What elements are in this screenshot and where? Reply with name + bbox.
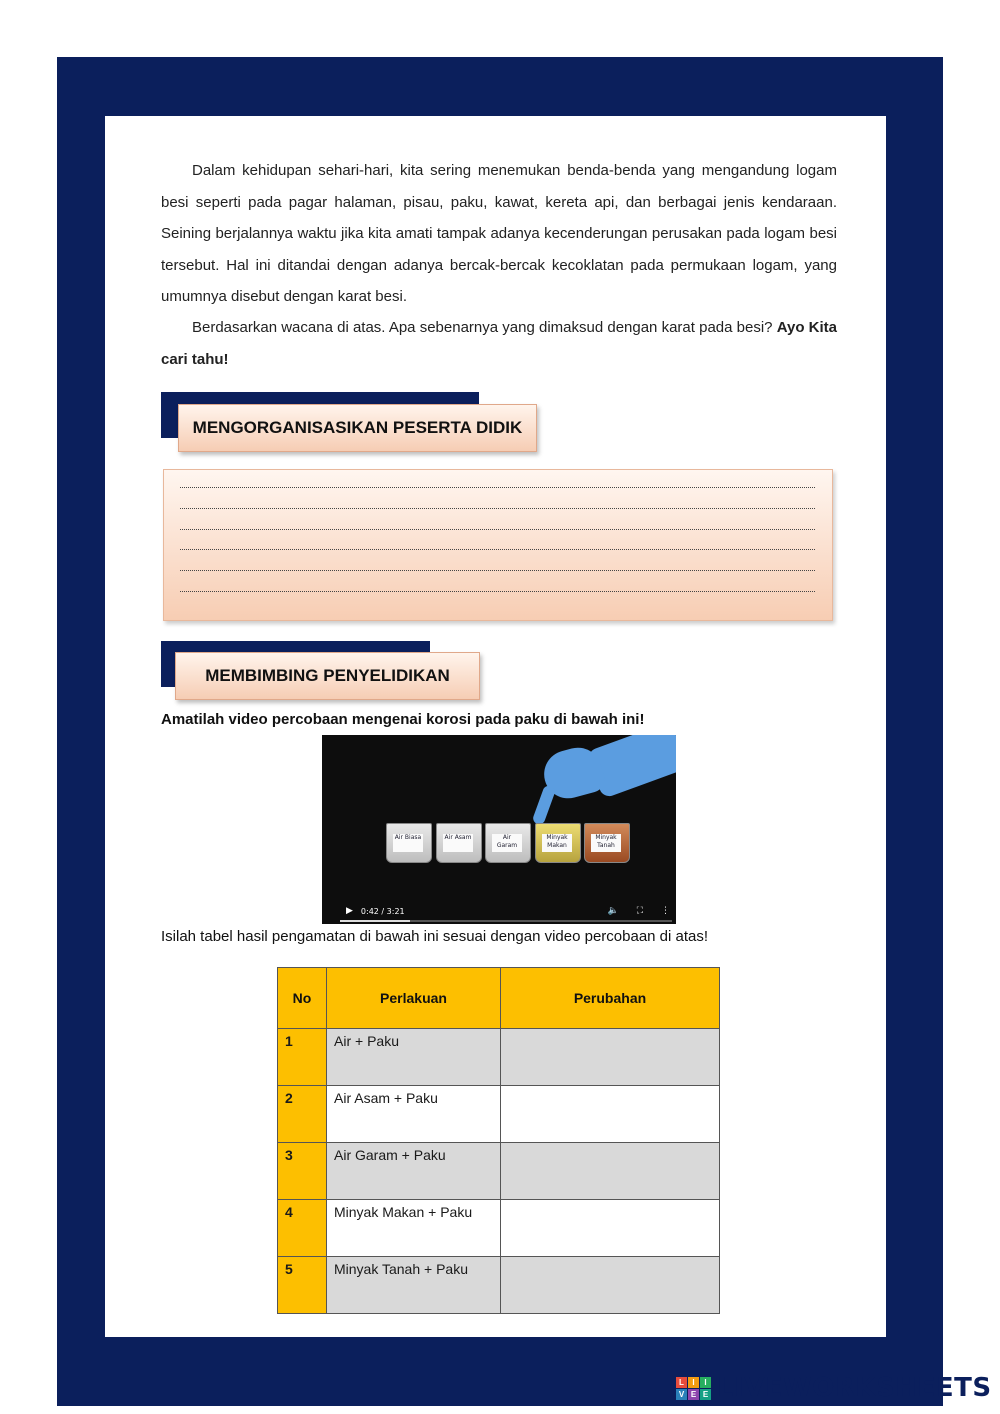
section-title: MENGORGANISASIKAN PESERTA DIDIK	[178, 404, 537, 452]
row-number: 5	[278, 1257, 327, 1314]
cup: Air Asam	[436, 823, 482, 863]
answer-line[interactable]	[180, 529, 815, 530]
cup: Air Garam	[485, 823, 531, 863]
row-change-input[interactable]	[501, 1143, 720, 1200]
table-row	[278, 1086, 720, 1143]
row-change-input[interactable]	[501, 1257, 720, 1314]
answer-line[interactable]	[180, 549, 815, 550]
question-paragraph: Berdasarkan wacana di atas. Apa sebenarnya yang dimaksud dengan karat pada besi? Ayo Kita cari tahu!	[161, 319, 837, 368]
header-no: No	[278, 968, 327, 1029]
intro-paragraph: Dalam kehidupan sehari-hari, kita sering menemukan benda-benda yang mengandung logam besi seperti pada pagar halaman, pisau, paku, kawat, kereta api, dan berbagai jenis kendaraan. Seining berjalannya waktu jika kita amati tampak adanya kecenderungan perusakan pada logam besi tersebut. Hal ini ditandai dengan adanya bercak-bercak kecoklatan pada permukaan logam, yang umumnya disebut dengan karat besi.	[161, 162, 837, 305]
row-treatment: Air Asam + Paku	[327, 1086, 501, 1143]
logo-letter: E	[700, 1389, 711, 1400]
fullscreen-icon[interactable]: ⛶	[636, 906, 643, 916]
cup: Air Biasa	[386, 823, 432, 863]
cup: Minyak Tanah	[584, 823, 630, 863]
header-change: Perubahan	[501, 968, 720, 1029]
answer-line[interactable]	[180, 487, 815, 488]
row-treatment: Minyak Makan + Paku	[327, 1200, 501, 1257]
row-treatment: Minyak Tanah + Paku	[327, 1257, 501, 1314]
row-change-input[interactable]	[501, 1029, 720, 1086]
row-change-input[interactable]	[501, 1086, 720, 1143]
cup: Minyak Makan	[535, 823, 581, 863]
logo-letter: L	[676, 1377, 687, 1388]
row-treatment: Air Garam + Paku	[327, 1143, 501, 1200]
row-number: 3	[278, 1143, 327, 1200]
table-instruction: Isilah tabel hasil pengamatan di bawah ini sesuai dengan video percobaan di atas!	[161, 928, 709, 945]
answer-box[interactable]	[163, 469, 833, 621]
more-icon[interactable]: ⋮	[661, 906, 670, 916]
section-title: MEMBIMBING PENYELIDIKAN	[175, 652, 480, 700]
liveworksheets-logo[interactable]	[676, 1373, 992, 1403]
call-to-action: Ayo Kita cari tahu!	[161, 319, 837, 368]
logo-letter: I	[700, 1377, 711, 1388]
video-player[interactable]	[322, 735, 676, 924]
play-icon[interactable]: ▶	[346, 906, 353, 916]
answer-line[interactable]	[180, 591, 815, 592]
volume-icon[interactable]: 🔈	[607, 906, 619, 916]
logo-grid-icon	[676, 1377, 711, 1400]
video-progress-fill	[340, 920, 410, 922]
row-number: 2	[278, 1086, 327, 1143]
row-number: 4	[278, 1200, 327, 1257]
answer-line[interactable]	[180, 570, 815, 571]
table-row	[278, 1257, 720, 1314]
table-row	[278, 1029, 720, 1086]
logo-letter: E	[688, 1389, 699, 1400]
header-treatment: Perlakuan	[327, 968, 501, 1029]
table-row	[278, 1143, 720, 1200]
row-change-input[interactable]	[501, 1200, 720, 1257]
video-instruction: Amatilah video percobaan mengenai korosi pada paku di bawah ini!	[161, 711, 645, 728]
observation-table	[277, 967, 720, 1314]
row-number: 1	[278, 1029, 327, 1086]
video-time: 0:42 / 3:21	[360, 906, 405, 916]
table-row	[278, 1200, 720, 1257]
logo-letter: V	[676, 1389, 687, 1400]
row-treatment: Air + Paku	[327, 1029, 501, 1086]
logo-letter: I	[688, 1377, 699, 1388]
logo-wordmark: LIVEWORKSHEETS	[717, 1373, 992, 1403]
worksheet-page	[105, 116, 886, 1337]
glove-finger	[532, 784, 557, 826]
answer-line[interactable]	[180, 508, 815, 509]
video-progress-bar[interactable]	[340, 920, 672, 922]
